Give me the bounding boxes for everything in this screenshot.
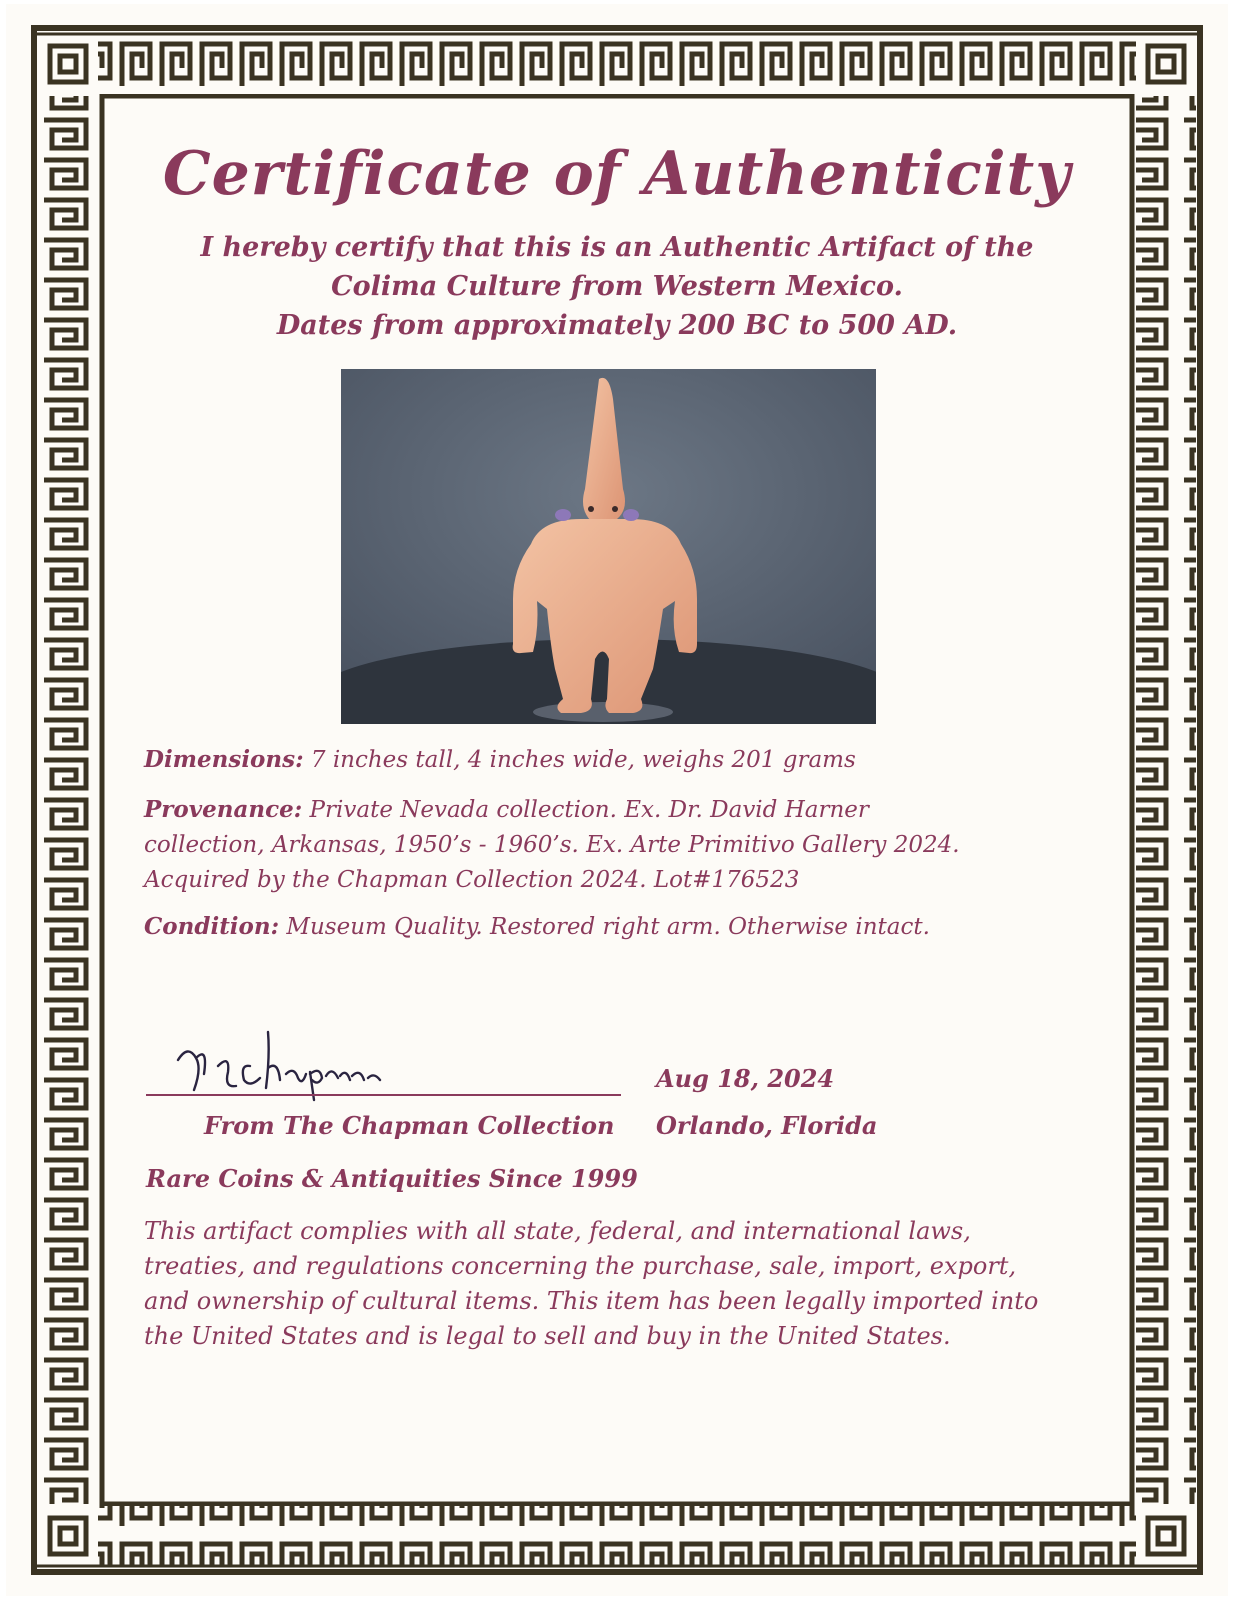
condition-label: Condition:	[144, 913, 280, 940]
from-collection: From The Chapman Collection	[204, 1111, 615, 1140]
tagline: Rare Coins & Antiquities Since 1999	[146, 1164, 638, 1193]
legal-line-3: and ownership of cultural items. This item has been legally imported into	[144, 1287, 1039, 1315]
legal-line-4: the United States and is legal to sell and buy in the United States.	[144, 1322, 951, 1350]
signature-line	[146, 1094, 621, 1096]
legal-line-1: This artifact complies with all state, federal, and international laws,	[144, 1217, 971, 1245]
legal-line-2: treaties, and regulations concerning the purchase, sale, import, export,	[144, 1252, 1017, 1280]
condition-line	[144, 909, 1044, 945]
artifact-photo	[341, 369, 876, 724]
signature-location: Orlando, Florida	[656, 1111, 878, 1140]
dimensions-label: Dimensions:	[144, 746, 304, 773]
provenance-line-2: collection, Arkansas, 1950’s - 1960’s. Ex. Arte Primitivo Gallery 2024.	[144, 832, 960, 858]
certificate-sheet	[6, 4, 1228, 1596]
colima-figure-image	[341, 369, 876, 724]
dimensions-text: 7 inches tall, 4 inches wide, weighs 201 grams	[310, 747, 856, 773]
handwritten-signature	[174, 1016, 394, 1106]
condition-text: Museum Quality. Restored right arm. Otherwise intact.	[286, 914, 930, 940]
provenance-line-3: Acquired by the Chapman Collection 2024. Lot#176523	[144, 867, 800, 893]
intro-line-2: Colima Culture from Western Mexico.	[331, 271, 903, 302]
signature-date: Aug 18, 2024	[656, 1064, 835, 1093]
dimensions-line	[144, 742, 1044, 778]
provenance-block	[144, 792, 1044, 898]
intro-line-1: I hereby certify that this is an Authentic Artifact of the	[200, 232, 1034, 263]
provenance-line-1	[144, 792, 1044, 828]
intro-line-3: Dates from approximately 200 BC to 500 AD.	[276, 310, 958, 341]
legal-statement	[144, 1214, 1084, 1354]
certificate-title: Certificate of Authenticity	[162, 139, 1072, 209]
provenance-text-1: Private Nevada collection. Ex. Dr. David Harner	[309, 797, 869, 823]
provenance-label: Provenance:	[144, 796, 303, 823]
